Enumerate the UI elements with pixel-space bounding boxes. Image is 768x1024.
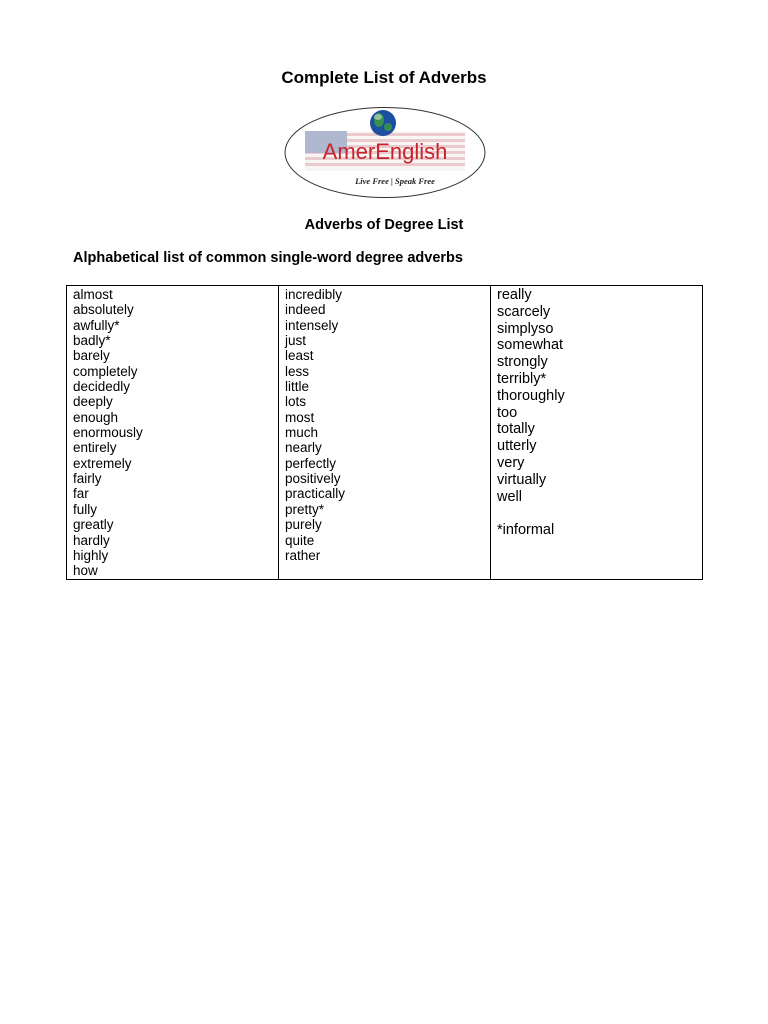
adverb-item: almost (73, 287, 113, 302)
adverb-item: rather (285, 547, 321, 563)
adverbs-list-2 (285, 287, 490, 563)
informal-footnote: *informal (497, 522, 555, 539)
adverb-item: well (497, 488, 522, 505)
adverbs-column-2 (279, 286, 491, 579)
adverb-item: perfectly (285, 455, 337, 471)
adverb-item: thoroughly (497, 387, 565, 404)
adverb-item: highly (73, 547, 109, 563)
adverb-item: incredibly (285, 287, 343, 302)
adverb-item: badly* (73, 333, 111, 349)
logo-brand-text: AmerEnglish (322, 139, 448, 164)
adverb-item: practically (285, 486, 346, 502)
adverb-item: positively (285, 471, 341, 487)
adverb-item: fairly (73, 471, 102, 487)
adverb-item: most (285, 409, 315, 425)
adverb-item: greatly (73, 517, 114, 533)
amerenglish-logo (283, 105, 487, 200)
adverb-item: just (285, 333, 307, 349)
adverb-item: completely (73, 363, 138, 379)
adverb-item: least (285, 348, 314, 364)
adverb-item: virtually (497, 471, 547, 488)
adverb-item: too (497, 404, 518, 421)
adverb-item: intensely (285, 317, 339, 333)
adverb-item: how (73, 563, 98, 579)
adverbs-table (66, 285, 703, 580)
adverb-item: simplyso (497, 320, 554, 337)
adverb-item: enormously (73, 425, 143, 441)
adverb-item: quite (285, 532, 315, 548)
adverb-item: lots (285, 394, 307, 410)
adverb-item: far (73, 486, 89, 502)
adverb-item: much (285, 425, 319, 441)
adverbs-list-1 (73, 287, 278, 579)
section-subtitle: Adverbs of Degree List (304, 217, 464, 233)
adverb-item: indeed (285, 302, 326, 318)
adverb-item: strongly (497, 354, 548, 371)
adverb-item: totally (497, 421, 535, 438)
adverb-item: less (285, 363, 310, 379)
adverb-item: decidedly (73, 379, 131, 395)
adverbs-list-3 (497, 287, 702, 505)
adverb-item: entirely (73, 440, 117, 456)
adverb-item: absolutely (73, 302, 134, 318)
adverb-item: scarcely (497, 303, 551, 320)
adverb-item: somewhat (497, 337, 564, 354)
adverb-item: awfully* (73, 317, 120, 333)
document-title: Complete List of Adverbs (281, 68, 487, 87)
adverb-item: utterly (497, 438, 537, 455)
adverb-item: little (285, 379, 310, 395)
section-intro: Alphabetical list of common single-word degree adverbs (73, 250, 463, 266)
adverb-item: barely (73, 348, 110, 364)
adverb-item: terribly* (497, 370, 547, 387)
logo-tagline: Live Free | Speak Free (355, 176, 435, 186)
adverb-item: nearly (285, 440, 322, 456)
adverb-item: deeply (73, 394, 113, 410)
adverb-item: hardly (73, 532, 110, 548)
adverb-item: very (497, 454, 525, 471)
adverb-item: purely (285, 517, 322, 533)
adverbs-column-3 (491, 286, 702, 579)
adverb-item: pretty* (285, 501, 325, 517)
adverb-item: really (497, 287, 532, 303)
adverbs-column-1 (67, 286, 279, 579)
adverb-item: extremely (73, 455, 132, 471)
globe-icon (370, 110, 396, 136)
adverb-item: fully (73, 501, 98, 517)
adverb-item: enough (73, 409, 119, 425)
